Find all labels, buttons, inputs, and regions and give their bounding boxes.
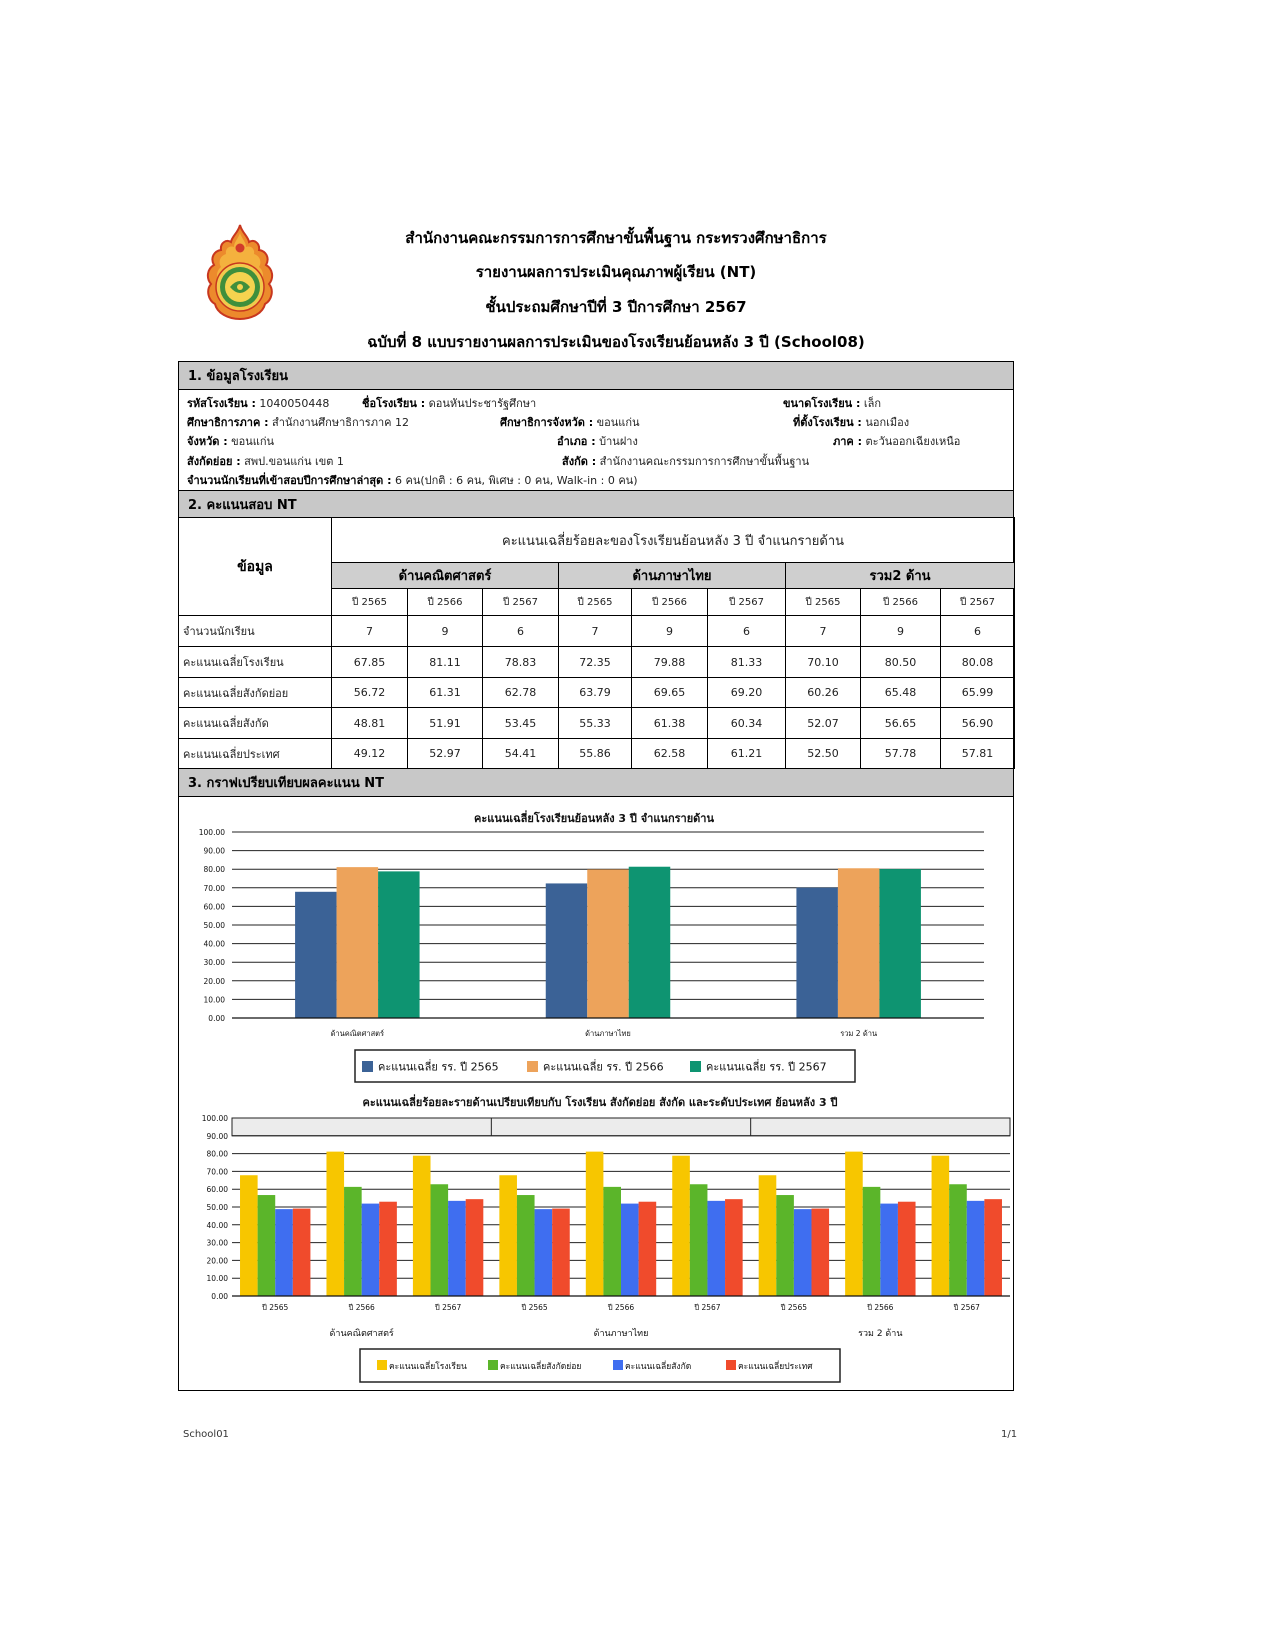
table-row: [179, 616, 1015, 647]
year-header: ปี 2566: [632, 589, 708, 616]
legend-label: คะแนนเฉลี่ยโรงเรียน: [389, 1362, 467, 1372]
bar: [776, 1195, 794, 1296]
grade-year-title: ชั้นประถมศึกษาปีที่ 3 ปีการศึกษา 2567: [485, 298, 747, 316]
bar: [586, 1152, 604, 1296]
report-title: รายงานผลการประเมินคุณภาพผู้เรียน (NT): [475, 263, 757, 281]
bar: [845, 1152, 863, 1296]
y-tick-label: 60.00: [203, 902, 225, 912]
field-value: ขอนแก่น: [596, 416, 640, 429]
x-tick-label: ปี 2565: [521, 1303, 548, 1312]
y-tick-label: 100.00: [198, 828, 225, 837]
bar: [838, 868, 880, 1018]
bar: [466, 1199, 484, 1296]
chart-legend: [360, 1349, 840, 1382]
score-cell: 69.20: [708, 678, 786, 708]
score-cell: 57.81: [941, 739, 1015, 769]
bar: [932, 1156, 950, 1296]
y-tick-label: 40.00: [206, 1220, 228, 1230]
field-label: จำนวนนักเรียนที่เข้าสอบปีการศึกษาล่าสุด :: [187, 474, 392, 487]
score-cell: 6: [483, 616, 559, 647]
bar: [863, 1187, 881, 1296]
y-tick-label: 80.00: [203, 865, 225, 875]
score-cell: 63.79: [559, 678, 632, 708]
district-field: [557, 434, 638, 450]
score-cell: 60.26: [786, 678, 861, 708]
field-value: 6 คน(ปกติ : 6 คน, พิเศษ : 0 คน, Walk-in : 0 คน): [394, 474, 638, 487]
field-label: อำเภอ :: [557, 435, 596, 448]
x-tick-label: ปี 2566: [348, 1303, 375, 1312]
legend-swatch: [726, 1360, 736, 1370]
field-label: ศึกษาธิการจังหวัด :: [500, 416, 594, 429]
bar: [552, 1209, 570, 1296]
row-label: จำนวนนักเรียน: [179, 616, 332, 647]
bar: [879, 869, 921, 1018]
score-cell: 81.33: [708, 647, 786, 678]
bar: [293, 1209, 311, 1296]
bar: [759, 1175, 777, 1296]
score-cell: 51.91: [408, 708, 483, 739]
score-cell: 52.97: [408, 739, 483, 769]
field-value: ขอนแก่น: [231, 435, 275, 448]
table-row: [179, 739, 1015, 769]
affiliation-field: [562, 454, 809, 470]
charts-area: [179, 797, 1013, 1389]
x-tick-label: รวม 2 ด้าน: [840, 1029, 878, 1038]
field-value: สำนักงานศึกษาธิการภาค 12: [272, 416, 409, 429]
y-tick-label: 50.00: [203, 921, 225, 930]
x-tick-label: ปี 2567: [694, 1303, 721, 1312]
field-label: ศึกษาธิการภาค :: [187, 416, 269, 429]
score-cell: 62.78: [483, 678, 559, 708]
sub-affiliation-field: [187, 454, 344, 470]
section-school-info-header: 1. ข้อมูลโรงเรียน: [178, 361, 1014, 390]
score-cell: 6: [941, 616, 1015, 647]
y-tick-label: 0.00: [211, 1292, 228, 1301]
bar: [898, 1202, 916, 1296]
score-cell: 7: [332, 616, 408, 647]
legend-label: คะแนนเฉลี่ยสังกัดย่อย: [500, 1362, 582, 1372]
edition-title: ฉบับที่ 8 แบบรายงานผลการประเมินของโรงเรียนย้อนหลัง 3 ปี (School08): [367, 333, 865, 351]
legend-label: คะแนนเฉลี่ย รร. ปี 2567: [706, 1060, 827, 1074]
bar: [794, 1209, 812, 1296]
bar: [362, 1204, 380, 1296]
bar: [984, 1199, 1002, 1296]
score-cell: 69.65: [632, 678, 708, 708]
x-tick-label: ด้านคณิตศาสตร์: [330, 1029, 385, 1038]
score-cell: 80.08: [941, 647, 1015, 678]
bar: [413, 1156, 431, 1296]
region-office-field: [187, 415, 409, 431]
year-header: ปี 2566: [861, 589, 941, 616]
score-cell: 56.72: [332, 678, 408, 708]
legend-label: คะแนนเฉลี่ยประเทศ: [738, 1362, 813, 1372]
bar: [796, 888, 838, 1018]
school-code-field: [187, 396, 329, 412]
field-label: สังกัด :: [562, 455, 597, 468]
bar: [499, 1175, 517, 1296]
row-label: คะแนนเฉลี่ยสังกัด: [179, 708, 332, 739]
group-band: [232, 1118, 1010, 1136]
y-tick-label: 0.00: [208, 1014, 225, 1023]
school-size-field: [783, 396, 881, 412]
field-value: สพป.ขอนแก่น เขต 1: [244, 455, 344, 468]
score-cell: 61.38: [632, 708, 708, 739]
field-label: ภาค :: [833, 435, 863, 448]
score-cell: 55.33: [559, 708, 632, 739]
score-cell: 52.50: [786, 739, 861, 769]
score-cell: 9: [408, 616, 483, 647]
x-tick-label: ปี 2567: [434, 1303, 462, 1312]
x-group-label: รวม 2 ด้าน: [858, 1329, 903, 1339]
y-tick-label: 80.00: [206, 1149, 228, 1159]
bar: [629, 867, 671, 1018]
y-tick-label: 70.00: [203, 883, 225, 893]
score-cell: 53.45: [483, 708, 559, 739]
year-header: ปี 2567: [941, 589, 1015, 616]
legend-label: คะแนนเฉลี่ยสังกัด: [625, 1362, 692, 1372]
bar: [725, 1199, 743, 1296]
chart-school-3yr: [199, 810, 984, 1082]
bar: [240, 1175, 258, 1296]
y-tick-label: 70.00: [206, 1167, 228, 1177]
bar: [672, 1156, 690, 1296]
score-cell: 56.65: [861, 708, 941, 739]
field-label: รหัสโรงเรียน :: [187, 397, 256, 410]
footer-page-number: 1/1: [1001, 1429, 1018, 1440]
x-group-label: ด้านภาษาไทย: [593, 1329, 649, 1339]
bar: [603, 1187, 621, 1296]
chart-legend: [355, 1050, 855, 1082]
table-row: [179, 678, 1015, 708]
legend-swatch: [488, 1360, 498, 1370]
row-label: คะแนนเฉลี่ยสังกัดย่อย: [179, 678, 332, 708]
bar: [587, 869, 629, 1018]
bar: [517, 1195, 535, 1296]
score-cell: 78.83: [483, 647, 559, 678]
field-value: สำนักงานคณะกรรมการการศึกษาขั้นพื้นฐาน: [599, 455, 810, 468]
score-cell: 55.86: [559, 739, 632, 769]
bar: [880, 1204, 898, 1296]
bar: [275, 1209, 293, 1296]
bar: [448, 1201, 466, 1296]
year-header: ปี 2565: [786, 589, 861, 616]
score-cell: 49.12: [332, 739, 408, 769]
score-cell: 65.48: [861, 678, 941, 708]
bar: [546, 883, 588, 1018]
score-cell: 56.90: [941, 708, 1015, 739]
y-tick-label: 10.00: [203, 995, 225, 1005]
bar: [811, 1209, 829, 1296]
y-tick-label: 50.00: [206, 1203, 228, 1212]
chart-title: คะแนนเฉลี่ยโรงเรียนย้อนหลัง 3 ปี จำแนกรายด้าน: [474, 812, 714, 825]
score-cell: 61.31: [408, 678, 483, 708]
year-header: ปี 2566: [408, 589, 483, 616]
field-label: ที่ตั้งโรงเรียน :: [793, 416, 862, 429]
province-field: [187, 434, 274, 450]
score-cell: 60.34: [708, 708, 786, 739]
y-tick-label: 30.00: [206, 1238, 228, 1248]
chart-comparison-3yr: [202, 1094, 1010, 1382]
subject-header-total: รวม2 ด้าน: [786, 563, 1015, 589]
score-cell: 79.88: [632, 647, 708, 678]
score-cell: 72.35: [559, 647, 632, 678]
legend-swatch: [362, 1061, 373, 1072]
y-tick-label: 100.00: [201, 1114, 228, 1123]
province-office-field: [500, 415, 640, 431]
score-cell: 70.10: [786, 647, 861, 678]
score-cell: 9: [861, 616, 941, 647]
region-field: [833, 434, 960, 450]
field-label: สังกัดย่อย :: [187, 455, 241, 468]
field-label: ชื่อโรงเรียน :: [362, 397, 426, 410]
bar: [967, 1201, 985, 1296]
data-column-header: ข้อมูล: [179, 518, 332, 616]
legend-label: คะแนนเฉลี่ย รร. ปี 2566: [543, 1060, 664, 1074]
x-tick-label: ปี 2566: [607, 1303, 635, 1312]
bar: [378, 871, 420, 1018]
y-tick-label: 40.00: [203, 939, 225, 949]
x-tick-label: ด้านภาษาไทย: [585, 1029, 631, 1038]
chart-title: คะแนนเฉลี่ยร้อยละรายด้านเปรียบเทียบกับ โรงเรียน สังกัดย่อย สังกัด และระดับประเทศ ย้อนหลัง 3 ปี: [362, 1096, 838, 1109]
row-label: คะแนนเฉลี่ยประเทศ: [179, 739, 332, 769]
field-value: ดอนหันประชารัฐศึกษา: [428, 397, 537, 410]
bar: [431, 1184, 449, 1296]
score-cell: 7: [559, 616, 632, 647]
x-tick-label: ปี 2567: [953, 1303, 980, 1312]
school-name-field: [362, 396, 536, 412]
legend-swatch: [527, 1061, 538, 1072]
bar: [535, 1209, 553, 1296]
score-cell: 62.58: [632, 739, 708, 769]
score-cell: 81.11: [408, 647, 483, 678]
field-value: เล็ก: [863, 397, 882, 410]
section-graphs-header: 3. กราฟเปรียบเทียบผลคะแนน NT: [178, 768, 1014, 797]
y-tick-label: 20.00: [206, 1256, 228, 1266]
field-value: ตะวันออกเฉียงเหนือ: [865, 435, 961, 448]
x-tick-label: ปี 2565: [780, 1303, 808, 1312]
score-cell: 48.81: [332, 708, 408, 739]
table-row: [179, 708, 1015, 739]
table-row: [179, 647, 1015, 678]
score-cell: 7: [786, 616, 861, 647]
subject-header-math: ด้านคณิตศาสตร์: [332, 563, 559, 589]
y-tick-label: 20.00: [203, 976, 225, 986]
bar: [344, 1187, 362, 1296]
score-cell: 61.21: [708, 739, 786, 769]
score-cell: 57.78: [861, 739, 941, 769]
field-value: 1040050448: [259, 397, 330, 410]
org-title: สำนักงานคณะกรรมการการศึกษาขั้นพื้นฐาน กระทรวงศึกษาธิการ: [405, 229, 827, 247]
nt-score-table: [178, 517, 1015, 769]
score-cell: 9: [632, 616, 708, 647]
score-cell: 6: [708, 616, 786, 647]
table-header-row: [179, 518, 1015, 563]
bar: [258, 1195, 276, 1296]
students-tested-field: [187, 473, 638, 489]
field-label: จังหวัด :: [187, 435, 228, 448]
bar: [639, 1202, 657, 1296]
bar: [337, 867, 379, 1018]
score-cell: 80.50: [861, 647, 941, 678]
field-value: บ้านฝาง: [599, 435, 638, 448]
table-caption: คะแนนเฉลี่ยร้อยละของโรงเรียนย้อนหลัง 3 ปี จำแนกรายด้าน: [332, 518, 1015, 563]
row-label: คะแนนเฉลี่ยโรงเรียน: [179, 647, 332, 678]
bar: [690, 1184, 708, 1296]
bar: [621, 1204, 639, 1296]
year-header: ปี 2565: [332, 589, 408, 616]
field-value: นอกเมือง: [865, 416, 910, 429]
school-location-field: [793, 415, 909, 431]
footer-form-code: School01: [183, 1429, 229, 1440]
bar: [379, 1202, 397, 1296]
score-cell: 52.07: [786, 708, 861, 739]
score-table-body: [179, 616, 1015, 769]
y-tick-label: 90.00: [206, 1131, 228, 1141]
y-tick-label: 30.00: [203, 958, 225, 968]
bar: [295, 892, 337, 1018]
field-label: ขนาดโรงเรียน :: [783, 397, 861, 410]
y-tick-label: 90.00: [203, 846, 225, 856]
score-cell: 65.99: [941, 678, 1015, 708]
x-tick-label: ปี 2566: [867, 1303, 894, 1312]
x-group-label: ด้านคณิตศาสตร์: [329, 1329, 394, 1339]
section-scores-header: 2. คะแนนสอบ NT: [178, 490, 1014, 518]
legend-swatch: [690, 1061, 701, 1072]
score-cell: 54.41: [483, 739, 559, 769]
bar: [326, 1152, 344, 1296]
legend-label: คะแนนเฉลี่ย รร. ปี 2565: [378, 1060, 499, 1074]
score-cell: 67.85: [332, 647, 408, 678]
year-header: ปี 2567: [483, 589, 559, 616]
bar: [949, 1184, 967, 1296]
legend-swatch: [377, 1360, 387, 1370]
y-tick-label: 10.00: [206, 1274, 228, 1284]
bar: [707, 1201, 725, 1296]
year-header: ปี 2565: [559, 589, 632, 616]
legend-swatch: [613, 1360, 623, 1370]
subject-header-thai: ด้านภาษาไทย: [559, 563, 786, 589]
year-header: ปี 2567: [708, 589, 786, 616]
x-tick-label: ปี 2565: [262, 1303, 289, 1312]
y-tick-label: 60.00: [206, 1185, 228, 1195]
